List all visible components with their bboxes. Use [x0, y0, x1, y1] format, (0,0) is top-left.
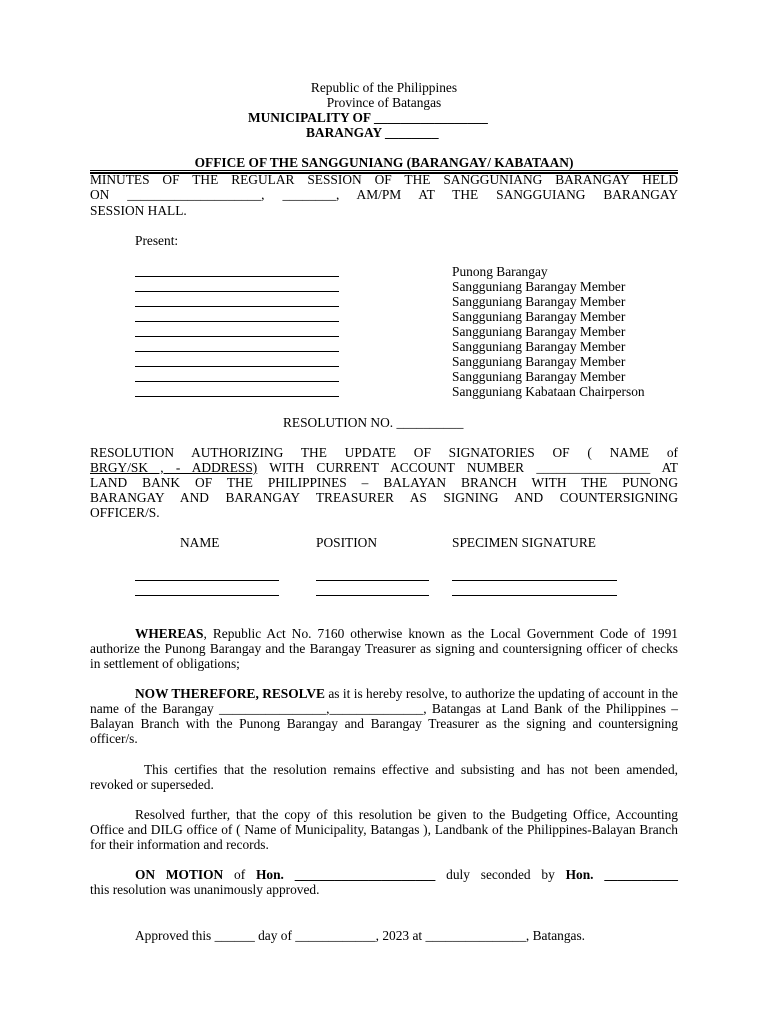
- header-rule-top: [90, 170, 678, 171]
- motion-line-2: this resolution was unanimously approved.: [90, 882, 320, 897]
- attendee-name-line: [135, 381, 339, 382]
- present-label: Present:: [135, 233, 179, 248]
- signatory-signature-line: [452, 595, 617, 596]
- attendee-name-line: [135, 306, 339, 307]
- account-number-text: WITH CURRENT ACCOUNT NUMBER _________________ AT: [257, 460, 678, 475]
- now-therefore-paragraph: [90, 686, 678, 746]
- header-province: Province of Batangas: [326, 95, 442, 110]
- resolved-further-paragraph: Resolved further, that the copy of this resolution be given to the Budgeting Office, Accounting Office and DILG office of ( Name of Municipality, Batangas ), Landbank of the Philippines-Balayan Branch for their information and records.: [90, 807, 678, 852]
- minutes-line-2: ON ____________________, ________, AM/PM AT THE SANGGUIANG BARANGAY: [90, 187, 678, 202]
- resolution-number: RESOLUTION NO. __________: [283, 415, 464, 430]
- attendee-name-line: [135, 351, 339, 352]
- attendee-name-line: [135, 336, 339, 337]
- header-barangay: BARANGAY ________: [306, 125, 439, 140]
- header-republic: Republic of the Philippines: [310, 80, 458, 95]
- attendee-name-line: [135, 396, 339, 397]
- resolution-title-line-4: BARANGAY AND BARANGAY TREASURER AS SIGNING AND COUNTERSIGNING: [90, 490, 678, 505]
- column-header-position: POSITION: [316, 535, 378, 550]
- signatory-position-line: [316, 580, 429, 581]
- attendee-role: Sangguniang Barangay Member: [452, 354, 626, 369]
- attendee-role: Sangguniang Barangay Member: [452, 339, 626, 354]
- attendee-role: Sangguniang Kabataan Chairperson: [452, 384, 645, 399]
- attendee-role: Sangguniang Barangay Member: [452, 279, 626, 294]
- attendee-name-line: [135, 276, 339, 277]
- seconder-name-field: Hon. ___________: [565, 867, 678, 882]
- whereas-text: , Republic Act No. 7160 otherwise known as the Local Government Code of 1991 authorize the Punong Barangay and the Barangay Treasurer as signing and countersigning officer of checks in settlement of obligations;: [90, 626, 678, 671]
- attendee-name-line: [135, 291, 339, 292]
- whereas-paragraph: [90, 626, 678, 671]
- resolution-title-line-5: OFFICER/S.: [90, 505, 160, 520]
- header-municipality: MUNICIPALITY OF _________________: [248, 110, 488, 125]
- attendee-role: Sangguniang Barangay Member: [452, 309, 626, 324]
- attendee-name-line: [135, 366, 339, 367]
- signatory-position-line: [316, 595, 429, 596]
- brgy-address-placeholder: BRGY/SK , - ADDRESS): [90, 460, 258, 475]
- attendee-role: Sangguniang Barangay Member: [452, 324, 626, 339]
- now-therefore-text: as it is hereby resolve, to authorize the updating of account in the name of the Barangay ________________,______________, Batangas at Land Bank of the Philippines – Balayan Branch with the Punong Barangay and Barangay Treasurer as the signing and countersigning officer/s.: [90, 686, 678, 746]
- resolution-title-line-2: [90, 460, 678, 475]
- attendee-role: Sangguniang Barangay Member: [452, 369, 626, 384]
- column-header-specimen-signature: SPECIMEN SIGNATURE: [452, 535, 596, 550]
- resolution-title-line-3: LAND BANK OF THE PHILIPPINES – BALAYAN BRANCH WITH THE PUNONG: [90, 475, 678, 490]
- attendee-role: Sangguniang Barangay Member: [452, 294, 626, 309]
- minutes-line-3: SESSION HALL.: [90, 203, 187, 218]
- approved-line: Approved this ______ day of ____________, 2023 at _______________, Batangas.: [135, 928, 586, 943]
- signatory-signature-line: [452, 580, 617, 581]
- motion-line-1: [90, 867, 678, 882]
- minutes-line-1: MINUTES OF THE REGULAR SESSION OF THE SANGGUNIANG BARANGAY HELD: [90, 172, 678, 187]
- signatory-name-line: [135, 595, 279, 596]
- column-header-name: NAME: [180, 535, 220, 550]
- whereas-keyword: WHEREAS: [135, 626, 204, 641]
- resolution-title-line-1: RESOLUTION AUTHORIZING THE UPDATE OF SIGNATORIES OF ( NAME of: [90, 445, 678, 460]
- attendee-role: Punong Barangay: [452, 264, 548, 279]
- mover-name-field: Hon. _____________________: [255, 867, 436, 882]
- attendee-name-line: [135, 321, 339, 322]
- motion-keyword: ON MOTION: [135, 867, 224, 882]
- now-therefore-keyword: NOW THEREFORE, RESOLVE: [135, 686, 325, 701]
- seconded-text: duly seconded by: [435, 867, 566, 882]
- office-title: OFFICE OF THE SANGGUNIANG (BARANGAY/ KABATAAN): [194, 155, 574, 170]
- certifies-paragraph: This certifies that the resolution remains effective and subsisting and has not been amended, revoked or superseded.: [90, 762, 678, 792]
- signatory-name-line: [135, 580, 279, 581]
- motion-of-text: of: [223, 867, 256, 882]
